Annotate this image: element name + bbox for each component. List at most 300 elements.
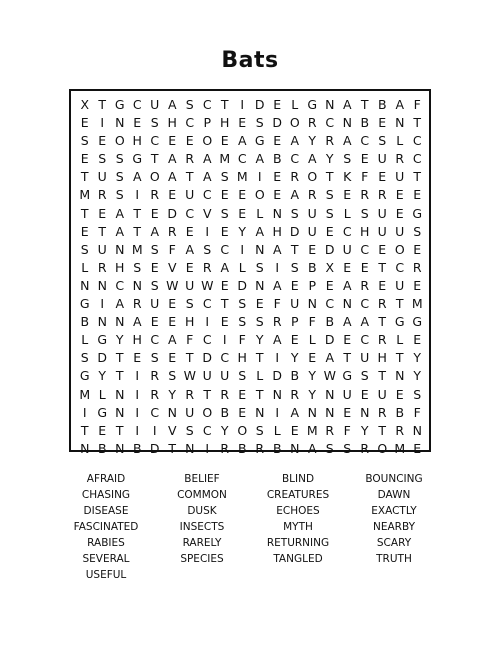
grid-letter: C [412,133,422,149]
grid-letter: D [237,277,248,293]
grid-letter: I [135,368,140,384]
grid-letter: C [202,422,212,438]
grid-letter: N [80,277,90,293]
grid-letter: A [185,241,195,257]
grid-letter: B [290,368,300,384]
grid-letter: C [202,332,212,348]
word-list-item: USEFUL [85,569,127,581]
grid-letter: B [132,440,142,456]
grid-letter: O [307,169,318,185]
grid-letter: N [307,404,317,420]
grid-letter: T [395,350,404,366]
grid-letter: R [167,223,177,239]
word-list-item: RARELY [182,537,222,549]
grid-letter: N [272,386,282,402]
grid-letter: U [395,277,405,293]
grid-letter: I [205,223,210,239]
grid-letter: O [254,187,265,203]
grid-letter: T [150,151,159,167]
grid-letter: E [238,187,247,203]
grid-letter: R [377,404,387,420]
grid-letter: A [255,223,265,239]
grid-letter: P [203,115,212,131]
grid-letter: C [360,133,370,149]
grid-letter: U [342,386,352,402]
grid-letter: N [255,404,265,420]
grid-letter: E [360,151,369,167]
grid-letter: A [307,151,317,167]
grid-letter: S [150,350,159,366]
grid-letter: U [185,277,195,293]
grid-letter: I [100,296,105,312]
grid-letter: T [133,223,142,239]
grid-letter: S [220,205,229,221]
word-list-item: MYTH [283,521,313,533]
grid-letter: E [185,133,194,149]
grid-letter: E [378,277,387,293]
grid-letter: T [255,386,264,402]
grid-letter: B [97,440,107,456]
grid-letter: S [343,440,352,456]
grid-letter: N [115,314,125,330]
grid-letter: C [150,332,160,348]
grid-letter: T [220,97,229,112]
grid-letter: M [411,296,423,312]
grid-letter: A [325,350,335,366]
grid-letter: U [202,368,212,384]
grid-letter: E [238,115,247,131]
grid-letter: C [202,187,212,203]
grid-letter: E [343,187,352,203]
grid-letter: A [115,223,125,239]
grid-letter: R [360,440,370,456]
grid-letter: C [237,151,247,167]
grid-letter: E [378,115,387,131]
grid-letter: N [325,97,335,112]
grid-letter: T [133,205,142,221]
word-list-item: CREATURES [266,489,330,501]
grid-letter: U [377,223,387,239]
grid-letter: L [81,259,89,275]
grid-letter: S [378,133,387,149]
grid-letter: R [290,169,300,185]
word-list-item: COMMON [177,489,227,501]
grid-letter: R [272,314,282,330]
grid-letter: C [185,115,195,131]
grid-letter: S [255,115,264,131]
grid-letter: T [220,296,229,312]
grid-letter: U [377,151,387,167]
grid-letter: N [255,241,265,257]
grid-letter: S [343,151,352,167]
grid-letter: E [378,241,387,257]
grid-letter: C [412,151,422,167]
grid-letter: F [413,404,421,420]
grid-letter: L [291,97,299,112]
grid-letter: Y [360,422,369,438]
grid-letter: E [220,133,229,149]
grid-letter: M [306,422,318,438]
grid-letter: I [275,404,280,420]
grid-letter: S [115,187,124,203]
grid-letter: T [360,97,369,112]
grid-letter: A [150,223,160,239]
grid-letter: U [377,205,387,221]
grid-letter: G [79,296,90,312]
grid-letter: G [254,133,265,149]
grid-letter: G [412,205,423,221]
grid-letter: I [205,440,210,456]
grid-letter: U [97,241,107,257]
grid-letter: W [183,368,196,384]
grid-letter: N [80,440,90,456]
grid-letter: Y [308,368,317,384]
word-list-item: RETURNING [266,537,330,549]
grid-letter: A [167,332,177,348]
grid-letter: E [413,332,422,348]
grid-letter: F [238,332,246,348]
grid-letter: E [80,115,89,131]
grid-letter: K [343,169,352,185]
grid-letter: N [412,422,422,438]
grid-letter: S [255,314,264,330]
grid-letter: N [325,386,335,402]
grid-letter: X [325,259,335,275]
grid-letter: A [115,296,125,312]
grid-letter: R [220,440,230,456]
grid-letter: B [272,440,282,456]
grid-letter: B [325,314,335,330]
grid-letter: S [238,368,247,384]
grid-letter: R [377,187,387,203]
grid-letter: M [236,169,248,185]
grid-letter: E [413,440,422,456]
grid-letter: C [150,133,160,149]
word-list-item: CHASING [81,489,131,501]
grid-letter: C [290,151,300,167]
grid-letter: S [185,97,194,112]
grid-letter: O [202,404,213,420]
grid-letter: S [255,422,264,438]
grid-letter: C [220,241,230,257]
word-list-item: EXACTLY [371,505,417,517]
grid-letter: G [132,151,143,167]
grid-letter: T [115,350,124,366]
grid-letter: C [325,296,335,312]
grid-letter: T [80,422,89,438]
grid-letter: A [167,169,177,185]
grid-letter: U [307,223,317,239]
grid-letter: I [82,404,87,420]
grid-letter: B [80,314,90,330]
word-list-item: SCARY [376,537,412,549]
grid-letter: D [149,440,160,456]
grid-letter: E [168,133,177,149]
grid-letter: U [150,296,160,312]
grid-letter: I [275,350,280,366]
grid-letter: C [202,296,212,312]
grid-letter: A [255,151,265,167]
grid-letter: S [80,241,89,257]
grid-letter: E [185,259,194,275]
grid-letter: N [307,296,317,312]
word-search-grid-frame [69,89,431,456]
grid-letter: B [377,97,387,112]
grid-letter: A [202,151,212,167]
grid-letter: O [114,133,125,149]
grid-letter: E [360,259,369,275]
grid-letter: E [80,151,89,167]
grid-letter: N [115,386,125,402]
grid-letter: H [167,115,177,131]
word-list-item: SEVERAL [82,553,130,565]
grid-letter: E [413,277,422,293]
grid-letter: E [220,187,229,203]
grid-letter: E [308,241,317,257]
word-list [58,471,442,583]
grid-letter: G [97,404,108,420]
grid-letter: S [115,151,124,167]
grid-letter: N [360,404,370,420]
grid-letter: D [272,115,283,131]
grid-letter: E [413,241,422,257]
grid-letter: S [325,205,334,221]
grid-letter: Y [168,386,177,402]
grid-letter: C [360,332,370,348]
grid-letter: G [79,368,90,384]
grid-letter: G [394,314,405,330]
grid-letter: E [185,223,194,239]
grid-letter: N [290,440,300,456]
grid-letter: I [152,422,157,438]
grid-letter: T [203,386,212,402]
grid-letter: D [97,350,108,366]
grid-letter: E [360,386,369,402]
grid-letter: R [202,259,212,275]
grid-letter: T [378,422,387,438]
grid-letter: E [395,386,404,402]
grid-letter: N [342,296,352,312]
grid-letter: U [185,187,195,203]
grid-letter: H [220,115,230,131]
grid-letter: C [115,277,125,293]
grid-letter: N [115,115,125,131]
grid-letter: T [413,169,422,185]
grid-letter: R [377,332,387,348]
grid-letter: R [132,296,142,312]
grid-letter: S [150,115,159,131]
grid-letter: B [272,151,282,167]
grid-letter: H [132,133,142,149]
grid-letter: E [343,404,352,420]
grid-letter: E [220,314,229,330]
word-list-item: BOUNCING [365,473,423,485]
grid-letter: G [342,368,353,384]
grid-letter: N [115,404,125,420]
grid-letter: F [308,314,316,330]
grid-letter: E [150,205,159,221]
grid-letter: A [167,97,177,112]
grid-letter: E [98,422,107,438]
grid-letter: U [220,368,230,384]
grid-letter: Y [413,350,422,366]
word-list-item: DUSK [187,505,217,517]
grid-letter: A [342,97,352,112]
grid-letter: E [290,277,299,293]
word-list-item: ECHOES [276,505,320,517]
grid-letter: I [135,386,140,402]
grid-letter: N [255,277,265,293]
grid-letter: F [361,169,369,185]
grid-letter: E [80,223,89,239]
word-list-item: TANGLED [273,553,323,565]
grid-letter: R [395,151,405,167]
grid-letter: Y [325,151,334,167]
grid-letter: S [413,223,422,239]
grid-letter: U [290,296,300,312]
grid-letter: Y [115,332,124,348]
grid-letter: N [272,205,282,221]
grid-letter: X [80,97,90,112]
grid-letter: S [325,187,334,203]
grid-letter: H [272,223,282,239]
grid-letter: E [413,187,422,203]
grid-letter: N [167,404,177,420]
grid-letter: H [132,332,142,348]
grid-letter: N [115,440,125,456]
grid-letter: Y [413,368,422,384]
grid-letter: Y [255,332,264,348]
grid-letter: S [413,386,422,402]
grid-letter: R [360,277,370,293]
grid-letter: M [79,187,91,203]
grid-letter: P [290,314,299,330]
grid-letter: Y [290,350,299,366]
grid-letter: C [395,259,405,275]
grid-letter: E [290,332,299,348]
grid-letter: E [220,223,229,239]
grid-letter: D [272,368,283,384]
grid-letter: S [255,259,264,275]
grid-letter: R [185,151,195,167]
grid-letter: T [395,296,404,312]
grid-letter: S [325,440,334,456]
grid-letter: S [360,205,369,221]
grid-letter: S [185,422,194,438]
grid-letter: E [325,277,334,293]
grid-letter: B [307,259,317,275]
grid-letter: S [238,296,247,312]
grid-letter: T [290,241,299,257]
grid-letter: V [167,259,177,275]
grid-letter: E [273,169,282,185]
grid-letter: G [412,314,423,330]
grid-letter: A [342,277,352,293]
grid-letter: R [377,296,387,312]
grid-letter: E [150,259,159,275]
grid-letter: N [132,277,142,293]
grid-letter: R [185,386,195,402]
grid-letter: W [201,277,214,293]
grid-letter: D [324,241,335,257]
grid-letter: M [219,151,231,167]
grid-letter: E [255,296,264,312]
grid-letter: S [150,277,159,293]
grid-letter: E [133,115,142,131]
grid-letter: E [273,97,282,112]
grid-letter: T [185,350,194,366]
grid-letter: T [98,97,107,112]
grid-letter: U [342,241,352,257]
grid-letter: C [360,296,370,312]
grid-letter: E [395,187,404,203]
grid-letter: T [325,169,334,185]
grid-letter: E [220,277,229,293]
grid-letter: F [186,332,194,348]
grid-letter: E [343,332,352,348]
grid-letter: D [202,350,213,366]
grid-letter: S [133,259,142,275]
grid-letter: U [150,97,160,112]
grid-letter: E [273,187,282,203]
grid-letter: G [97,332,108,348]
grid-letter: N [395,368,405,384]
grid-letter: E [343,259,352,275]
grid-letter: I [240,241,245,257]
grid-letter: T [343,350,352,366]
grid-letter: G [114,97,125,112]
grid-letter: E [168,350,177,366]
word-list-item: FASCINATED [73,521,139,533]
grid-letter: S [98,151,107,167]
word-list-item: RABIES [87,537,125,549]
grid-letter: T [115,422,124,438]
grid-letter: A [115,205,125,221]
grid-letter: A [360,314,370,330]
grid-letter: C [360,241,370,257]
grid-letter: I [257,169,262,185]
grid-letter: R [290,386,300,402]
grid-letter: S [80,133,89,149]
grid-letter: E [150,314,159,330]
grid-letter: E [325,223,334,239]
grid-letter: R [325,133,335,149]
grid-letter: E [98,133,107,149]
grid-letter: D [167,205,178,221]
grid-letter: D [324,332,335,348]
grid-letter: E [308,350,317,366]
grid-letter: I [222,332,227,348]
grid-letter: P [308,277,317,293]
word-list-item: INSECTS [179,521,225,533]
grid-letter: R [220,386,230,402]
grid-letter: N [185,440,195,456]
grid-letter: L [81,332,89,348]
grid-letter: E [290,422,299,438]
grid-letter: S [238,314,247,330]
grid-letter: O [149,169,160,185]
grid-letter: I [205,314,210,330]
grid-letter: I [100,115,105,131]
grid-letter: T [255,350,264,366]
grid-letter: A [290,404,300,420]
grid-letter: L [273,422,281,438]
grid-letter: R [97,259,107,275]
grid-letter: R [150,386,160,402]
grid-letter: I [135,404,140,420]
grid-letter: C [220,350,230,366]
grid-letter: C [132,97,142,112]
